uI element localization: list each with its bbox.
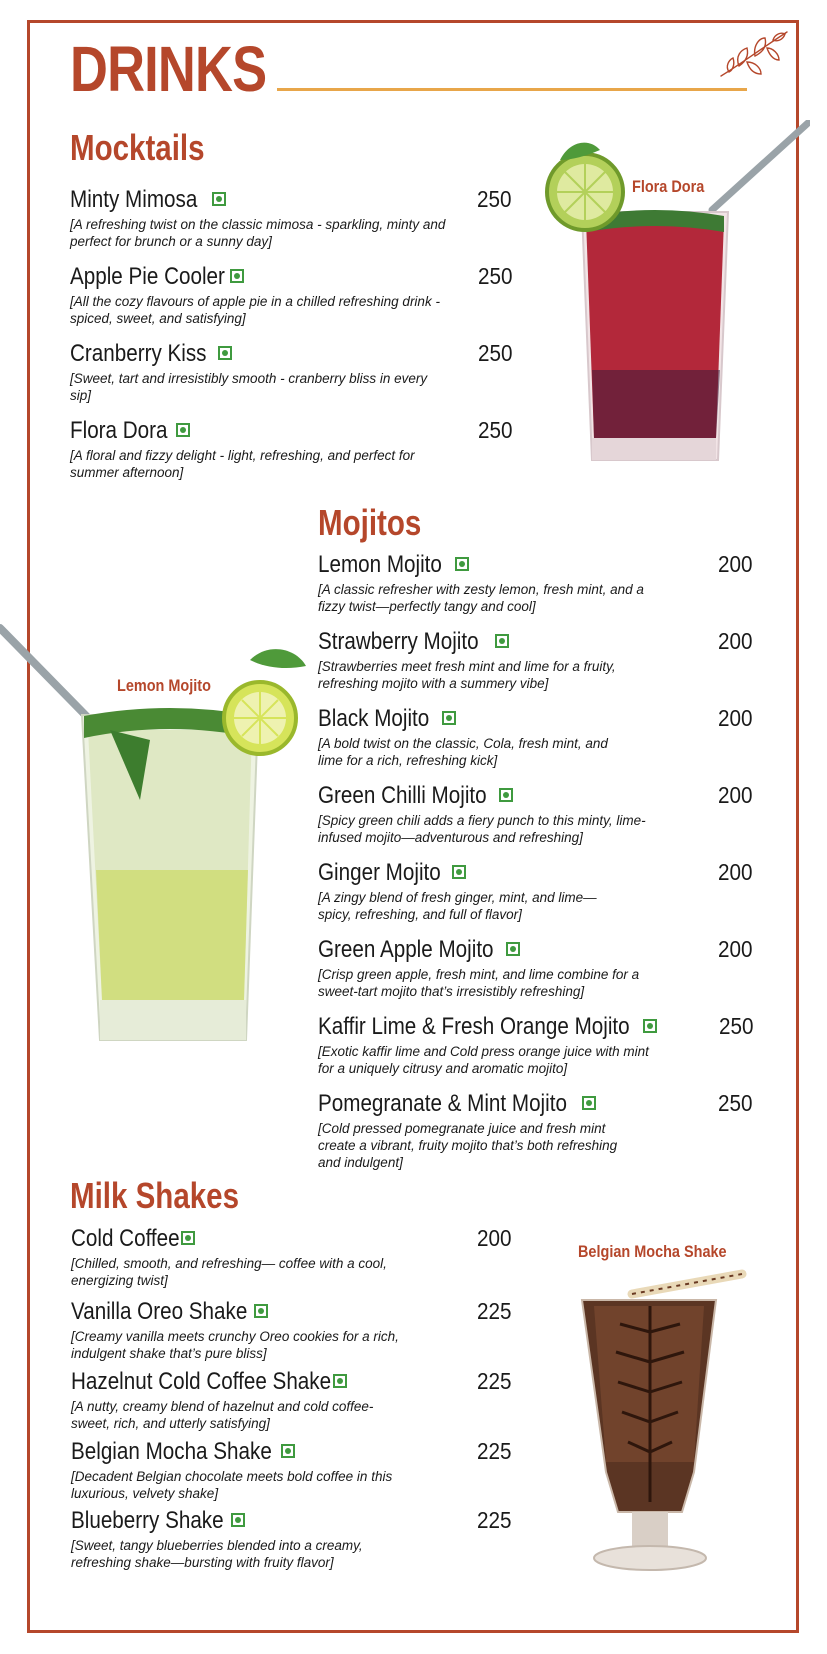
item-description: [Creamy vanilla meets crunchy Oreo cookies for a rich, indulgent shake that’s pure bliss]: [71, 1329, 399, 1361]
veg-indicator-icon: [455, 557, 469, 571]
veg-indicator-icon: [231, 1513, 245, 1527]
menu-item: [318, 1090, 768, 1171]
veg-indicator-icon: [212, 192, 226, 206]
item-price: 225: [477, 1298, 512, 1324]
page-title: DRINKS: [70, 33, 267, 105]
item-name: Pomegranate & Mint Mojito: [318, 1090, 567, 1117]
menu-item: [71, 1225, 511, 1289]
menu-item: [318, 936, 758, 1000]
item-name: Belgian Mocha Shake: [71, 1438, 272, 1465]
item-description: [A bold twist on the classic, Cola, fresh mint, and lime for a rich, refreshing kick]: [318, 736, 608, 768]
item-name: Blueberry Shake: [71, 1507, 224, 1534]
item-description: [Cold pressed pomegranate juice and fresh mint create a vibrant, fruity mojito that’s both refreshing and indulgent]: [318, 1121, 618, 1170]
item-price: 200: [718, 551, 753, 577]
item-name: Hazelnut Cold Coffee Shake: [71, 1368, 332, 1395]
item-price: 225: [477, 1368, 512, 1394]
milkshakes-section-title: Milk Shakes: [70, 1175, 240, 1216]
item-price: 225: [477, 1438, 512, 1464]
item-price: 250: [719, 1013, 754, 1039]
item-name: Kaffir Lime & Fresh Orange Mojito: [318, 1013, 630, 1040]
menu-item: [70, 263, 513, 327]
veg-indicator-icon: [643, 1019, 657, 1033]
item-price: 200: [718, 705, 753, 731]
menu-item: [71, 1368, 511, 1432]
item-description: [Sweet, tart and irresistibly smooth - cranberry bliss in every sip]: [70, 371, 428, 403]
veg-indicator-icon: [499, 788, 513, 802]
veg-indicator-icon: [176, 423, 190, 437]
item-name: Apple Pie Cooler: [70, 263, 225, 290]
veg-indicator-icon: [218, 346, 232, 360]
lemon-mojito-drink-image: [0, 620, 320, 1050]
veg-indicator-icon: [495, 634, 509, 648]
item-name: Flora Dora: [70, 417, 168, 444]
menu-item: [318, 551, 758, 615]
item-price: 250: [478, 263, 513, 289]
item-price: 200: [718, 936, 753, 962]
item-price: 250: [718, 1090, 753, 1116]
item-price: 250: [477, 186, 512, 212]
veg-indicator-icon: [452, 865, 466, 879]
item-name: Minty Mimosa: [70, 186, 198, 213]
veg-indicator-icon: [281, 1444, 295, 1458]
item-description: [A floral and fizzy delight - light, refreshing, and perfect for summer afternoon]: [70, 448, 415, 480]
veg-indicator-icon: [506, 942, 520, 956]
veg-indicator-icon: [442, 711, 456, 725]
item-name: Black Mojito: [318, 705, 430, 732]
veg-indicator-icon: [181, 1231, 195, 1245]
flora-dora-photo-label: Flora Dora: [632, 177, 705, 196]
menu-item: [318, 705, 758, 769]
belgian-mocha-shake-image: [570, 1262, 750, 1582]
item-name: Ginger Mojito: [318, 859, 441, 886]
item-price: 225: [477, 1507, 512, 1533]
menu-item: [318, 782, 758, 846]
veg-indicator-icon: [333, 1374, 347, 1388]
belgian-mocha-photo-label: Belgian Mocha Shake: [578, 1242, 727, 1261]
item-name: Green Chilli Mojito: [318, 782, 487, 809]
item-description: [Chilled, smooth, and refreshing— coffee with a cool, energizing twist]: [71, 1256, 387, 1288]
item-price: 200: [477, 1225, 512, 1251]
mojitos-section-title: Mojitos: [318, 502, 422, 543]
veg-indicator-icon: [254, 1304, 268, 1318]
menu-item: [71, 1438, 511, 1502]
menu-item: [318, 1013, 768, 1077]
item-description: [All the cozy flavours of apple pie in a chilled refreshing drink - spiced, sweet, and satisfying]: [70, 294, 440, 326]
flora-dora-drink-image: [540, 120, 810, 470]
item-name: Cold Coffee: [71, 1225, 180, 1252]
item-price: 200: [718, 859, 753, 885]
item-description: [A refreshing twist on the classic mimosa - sparkling, minty and perfect for brunch or a sunny day]: [70, 217, 446, 249]
leaf-ornament-icon: [717, 26, 791, 82]
mocktails-section-title: Mocktails: [70, 127, 205, 168]
menu-item: [70, 340, 513, 404]
item-description: [A classic refresher with zesty lemon, fresh mint, and a fizzy twist—perfectly tangy and cool]: [318, 582, 644, 614]
menu-item: [70, 186, 510, 250]
item-description: [Exotic kaffir lime and Cold press orange juice with mint for a uniquely citrusy and aromatic mojito]: [318, 1044, 649, 1076]
veg-indicator-icon: [230, 269, 244, 283]
menu-item: [70, 417, 513, 481]
veg-indicator-icon: [582, 1096, 596, 1110]
item-name: Strawberry Mojito: [318, 628, 479, 655]
item-description: [A zingy blend of fresh ginger, mint, and lime—spicy, refreshing, and full of flavor]: [318, 890, 597, 922]
menu-item: [318, 628, 758, 692]
item-name: Green Apple Mojito: [318, 936, 494, 963]
item-description: [Strawberries meet fresh mint and lime for a fruity, refreshing mojito with a summery vibe]: [318, 659, 616, 691]
menu-item: [318, 859, 758, 923]
item-price: 200: [718, 782, 753, 808]
item-name: Cranberry Kiss: [70, 340, 207, 367]
item-price: 250: [478, 340, 513, 366]
title-divider: [277, 88, 747, 91]
item-description: [A nutty, creamy blend of hazelnut and cold coffee-sweet, rich, and utterly satisfying]: [71, 1399, 374, 1431]
item-description: [Sweet, tangy blueberries blended into a creamy, refreshing shake—bursting with fruity flavor]: [71, 1538, 363, 1570]
menu-item: [71, 1507, 511, 1571]
menu-item: [71, 1298, 511, 1362]
item-name: Vanilla Oreo Shake: [71, 1298, 248, 1325]
item-price: 200: [718, 628, 753, 654]
item-description: [Spicy green chili adds a fiery punch to this minty, lime-infused mojito—adventurous and refreshing]: [318, 813, 646, 845]
item-description: [Crisp green apple, fresh mint, and lime combine for a sweet-tart mojito that’s irresistibly refreshing]: [318, 967, 640, 999]
item-description: [Decadent Belgian chocolate meets bold coffee in this luxurious, velvety shake]: [71, 1469, 393, 1501]
item-price: 250: [478, 417, 513, 443]
item-name: Lemon Mojito: [318, 551, 442, 578]
lemon-mojito-photo-label: Lemon Mojito: [117, 676, 211, 695]
